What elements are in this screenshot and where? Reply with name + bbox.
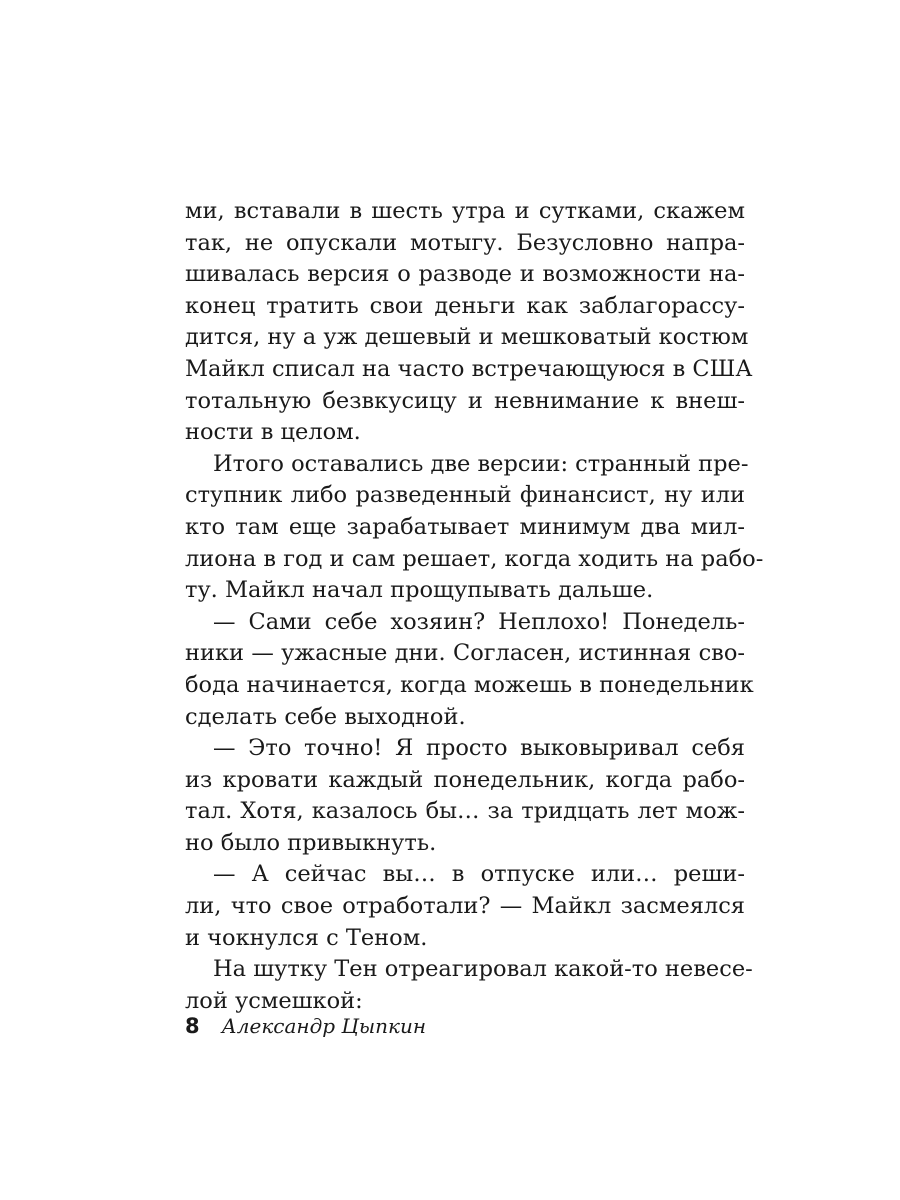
page-number: 8 (185, 1014, 200, 1038)
text-line: тал. Хотя, казалось бы… за тридцать лет мож- (185, 798, 745, 825)
text-line: тотальную безвкусицу и невнимание к внеш- (185, 387, 745, 414)
text-line: и чокнулся с Теном. (185, 924, 428, 951)
text-line: ту. Майкл начал прощупывать дальше. (185, 577, 654, 604)
text-line: так, не опускали мотыгу. Безусловно напра- (185, 229, 745, 256)
running-footer-author: Александр Цыпкин (221, 1014, 427, 1038)
text-line: — Это точно! Я просто выковыривал себя (213, 735, 745, 762)
text-line: — А сейчас вы… в отпуске или… реши- (213, 861, 745, 888)
text-line: ми, вставали в шесть утра и сутками, скажем (185, 198, 745, 224)
text-line: сделать себе выходной. (185, 703, 466, 730)
text-line: ности в целом. (185, 419, 361, 446)
text-line: ступник либо разведенный финансист, ну или (185, 482, 745, 509)
text-line: дится, ну а уж дешевый и мешковатый костюм (185, 324, 749, 351)
text-line: ли, что свое отработали? — Майкл засмеялся (185, 893, 745, 920)
text-line: — Сами себе хозяин? Неплохо! Понедель- (213, 608, 745, 635)
text-line: бода начинается, когда можешь в понедельник (185, 671, 754, 698)
text-line: ники — ужасные дни. Согласен, истинная сво- (185, 640, 745, 667)
text-line: Майкл списал на часто встречающуюся в США (185, 355, 753, 382)
text-line: кто там еще зарабатывает минимум два мил- (185, 513, 745, 540)
text-line: конец тратить свои деньги как заблагорассу- (185, 292, 745, 319)
text-line: лиона в год и сам решает, когда ходить на рабо- (185, 545, 764, 572)
text-line: из кровати каждый понедельник, когда рабо- (185, 766, 745, 793)
text-line: но было привыкнуть. (185, 829, 437, 856)
text-line: лой усмешкой: (185, 987, 363, 1014)
text-line: шивалась версия о разводе и возможности на- (185, 261, 745, 288)
text-line: На шутку Тен отреагировал какой-то невесе- (213, 956, 753, 983)
text-line: Итого оставались две версии: странный пре- (213, 450, 749, 477)
page-footer (185, 1010, 426, 1042)
body-text (185, 196, 764, 1017)
